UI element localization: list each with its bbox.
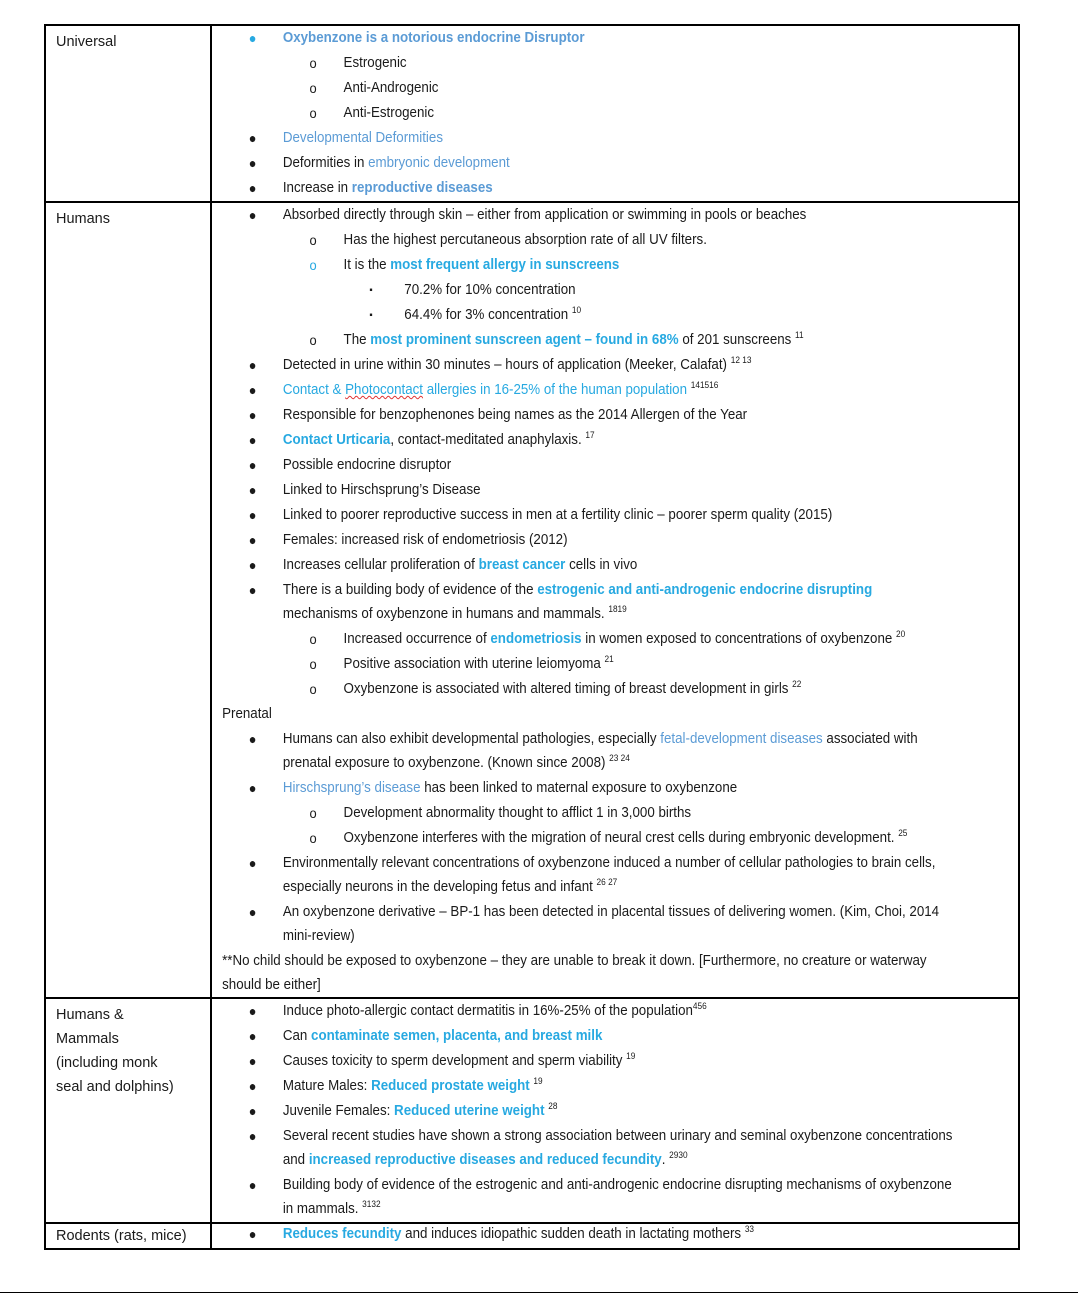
- list-item: o Anti-Estrogenic: [309, 105, 435, 121]
- list-item: ● Contact Urticaria, contact-meditated anaphylaxis. $^{17}$: [248, 430, 595, 448]
- category-label: Mammals: [56, 1031, 119, 1047]
- list-item: o Oxybenzone is associated with altered timing of breast development in girls $^{22}$: [309, 679, 802, 697]
- list-item: o Development abnormality thought to afflict 1 in 3,000 births: [309, 805, 692, 821]
- category-label: (including monk: [56, 1055, 158, 1071]
- list-item-continuation: in mammals. $^{3132}$: [282, 1199, 381, 1217]
- list-item: ● Contact & Photocontact allergies in 16-25% of the human population $^{141516}$: [248, 380, 719, 398]
- list-item: ● Deformities in embryonic development: [248, 155, 510, 171]
- list-item-continuation: especially neurons in the developing fetus and infant $^{26 27}$: [282, 877, 618, 895]
- list-item: ● Induce photo-allergic contact dermatitis in 16%-25% of the population$^{456}$: [248, 1001, 707, 1019]
- content-cell: [211, 998, 1019, 1223]
- section-heading-prenatal: Prenatal: [222, 706, 272, 722]
- table-row-humans: [45, 202, 1019, 998]
- category-label: Humans: [56, 211, 110, 227]
- list-item: o Increased occurrence of endometriosis in women exposed to concentrations of oxybenzone $^{20}$: [309, 629, 906, 647]
- category-cell: [45, 202, 211, 998]
- list-item: ● Detected in urine within 30 minutes – hours of application (Meeker, Calafat) $^{12 13}$: [248, 355, 752, 373]
- list-item: ▪ 64.4% for 3% concentration $^{10}$: [369, 305, 582, 323]
- list-item: ● Oxybenzone is a notorious endocrine Disruptor: [248, 30, 585, 46]
- category-cell: [45, 998, 211, 1223]
- category-label: seal and dolphins): [56, 1079, 174, 1095]
- list-item: ● Increase in reproductive diseases: [248, 180, 493, 196]
- list-item: ● Juvenile Females: Reduced uterine weight $^{28}$: [248, 1101, 558, 1119]
- list-item: ● Developmental Deformities: [248, 130, 443, 146]
- oxybenzone-effects-table: [44, 24, 1020, 1250]
- list-item: o It is the most frequent allergy in sunscreens: [309, 257, 620, 273]
- content-cell: [211, 1223, 1019, 1249]
- list-item: ▪ 70.2% for 10% concentration: [369, 282, 576, 298]
- list-item: ● Mature Males: Reduced prostate weight $^{19}$: [248, 1076, 543, 1094]
- list-item: ● Environmentally relevant concentrations of oxybenzone induced a number of cellular pathologies to brain cells,: [248, 855, 936, 871]
- list-item: o Anti-Androgenic: [309, 80, 439, 96]
- list-item: ● Absorbed directly through skin – either from application or swimming in pools or beaches: [248, 207, 807, 223]
- note-text: should be either]: [222, 977, 321, 993]
- list-item: o Has the highest percutaneous absorption rate of all UV filters.: [309, 232, 707, 248]
- list-item: ● Responsible for benzophenones being names as the 2014 Allergen of the Year: [248, 407, 748, 423]
- list-item: ● Linked to Hirschsprung’s Disease: [248, 482, 481, 498]
- list-item: o Estrogenic: [309, 55, 407, 71]
- content-cell: [211, 25, 1019, 202]
- category-label: Universal: [56, 34, 117, 50]
- list-item: ● An oxybenzone derivative – BP-1 has been detected in placental tissues of delivering women. (Kim, Choi, 2014: [248, 904, 940, 920]
- list-item: ● Humans can also exhibit developmental pathologies, especially fetal-development diseases associated with: [248, 731, 918, 747]
- page-bottom-rule: [0, 1292, 1078, 1293]
- list-item: ● Causes toxicity to sperm development and sperm viability $^{19}$: [248, 1051, 636, 1069]
- list-item: o The most prominent sunscreen agent – found in 68% of 201 sunscreens $^{11}$: [309, 330, 804, 348]
- list-item-continuation: prenatal exposure to oxybenzone. (Known since 2008) $^{23 24}$: [282, 753, 630, 771]
- list-item: ● Hirschsprung’s disease has been linked to maternal exposure to oxybenzone: [248, 780, 738, 796]
- table-row-mammals: [45, 998, 1019, 1223]
- list-item: ● Reduces fecundity and induces idiopathic sudden death in lactating mothers $^{33}$: [248, 1224, 755, 1242]
- list-item-continuation: and increased reproductive diseases and reduced fecundity. $^{2930}$: [282, 1150, 688, 1168]
- list-item: o Positive association with uterine leiomyoma $^{21}$: [309, 654, 614, 672]
- table-row-universal: [45, 25, 1019, 202]
- list-item: ● Building body of evidence of the estrogenic and anti-androgenic endocrine disrupting mechanisms of oxybenzone: [248, 1177, 952, 1193]
- note-text: **No child should be exposed to oxybenzone – they are unable to break it down. [Furthermore, no creature or waterway: [222, 953, 927, 969]
- list-item: ● Females: increased risk of endometriosis (2012): [248, 532, 568, 548]
- table-row-rodents: [45, 1223, 1019, 1249]
- list-item: ● Increases cellular proliferation of breast cancer cells in vivo: [248, 557, 638, 573]
- content-cell: [211, 202, 1019, 998]
- list-item: ● Possible endocrine disruptor: [248, 457, 452, 473]
- category-cell: [45, 25, 211, 202]
- list-item: ● There is a building body of evidence of the estrogenic and anti-androgenic endocrine disrupting: [248, 582, 873, 598]
- list-item-continuation: mechanisms of oxybenzone in humans and mammals. $^{1819}$: [282, 604, 627, 622]
- list-item: ● Linked to poorer reproductive success in men at a fertility clinic – poorer sperm quality (2015): [248, 507, 833, 523]
- category-cell: [45, 1223, 211, 1249]
- list-item-continuation: mini-review): [282, 928, 355, 944]
- list-item: o Oxybenzone interferes with the migration of neural crest cells during embryonic development. $^{25}$: [309, 828, 908, 846]
- list-item: ● Several recent studies have shown a strong association between urinary and seminal oxybenzone concentrations: [248, 1128, 953, 1144]
- category-label: Humans &: [56, 1007, 124, 1023]
- list-item: ● Can contaminate semen, placenta, and breast milk: [248, 1028, 603, 1044]
- category-label: Rodents (rats, mice): [56, 1228, 187, 1244]
